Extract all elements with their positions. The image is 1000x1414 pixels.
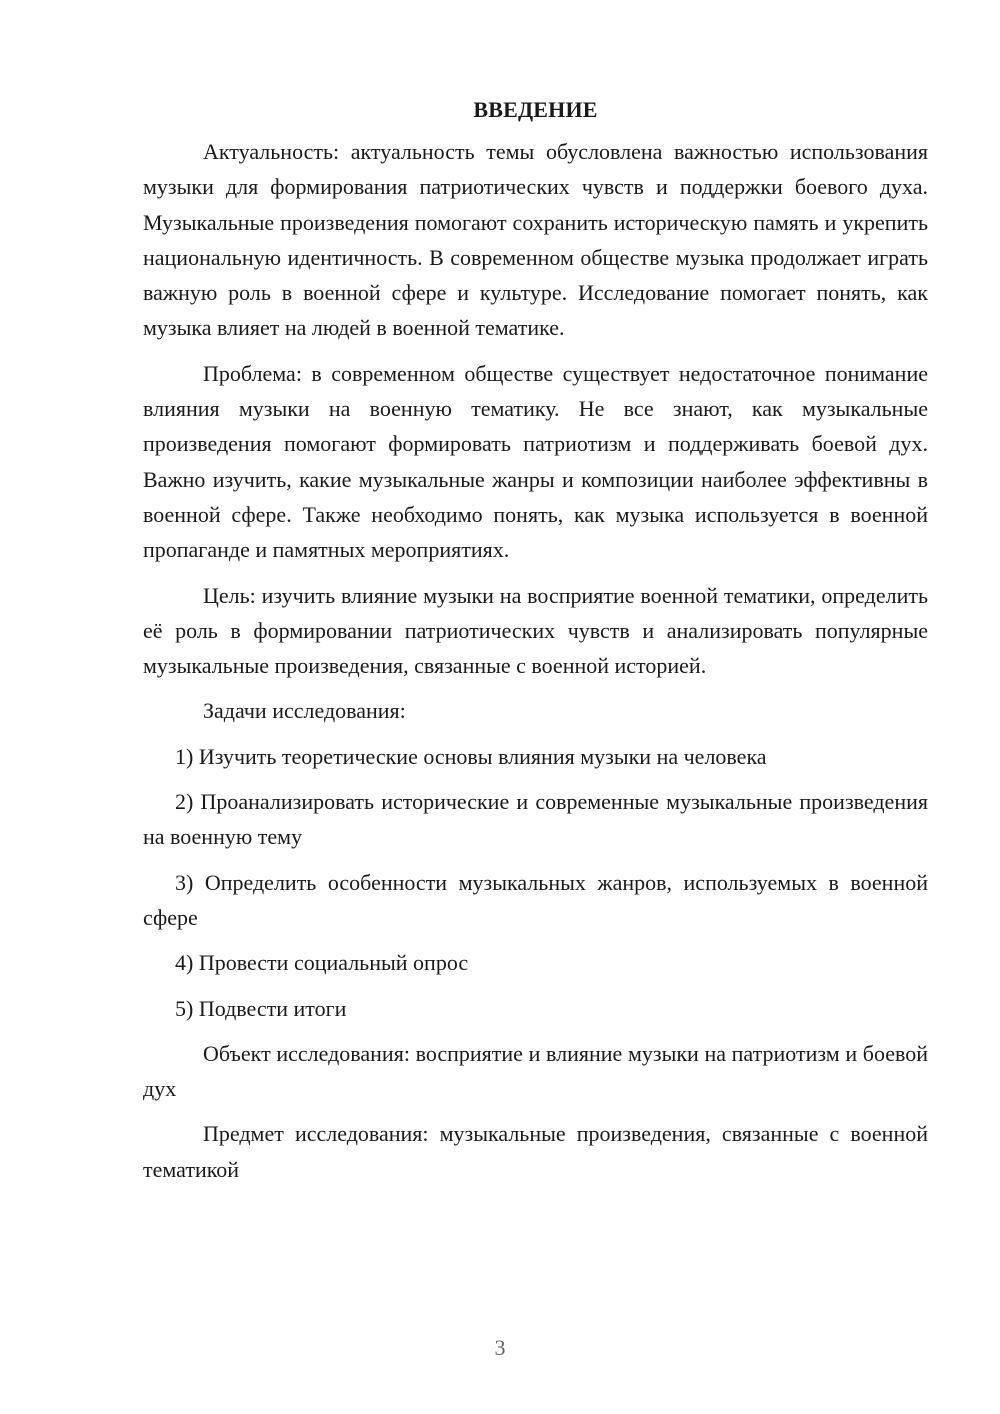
goal-paragraph: Цель: изучить влияние музыки на восприятие военной тематики, определить её роль в формировании патриотических чувств и анализировать популярные музыкальные произведения, связанные с военной историей. xyxy=(143,582,928,679)
section-heading: ВВЕДЕНИЕ xyxy=(473,97,598,122)
subject-paragraph: Предмет исследования: музыкальные произведения, связанные с военной тематикой xyxy=(143,1121,928,1182)
task-item: 2) Проанализировать исторические и современные музыкальные произведения на военную тему xyxy=(143,789,928,850)
object-paragraph: Объект исследования: восприятие и влияние музыки на патриотизм и боевой дух xyxy=(143,1040,928,1102)
task-item: 1) Изучить теоретические основы влияния музыки на человека xyxy=(175,743,767,769)
tasks-heading: Задачи исследования: xyxy=(203,698,406,724)
page-number: 3 xyxy=(494,1335,506,1360)
task-item: 3) Определить особенности музыкальных жанров, используемых в военной сфере xyxy=(143,869,928,930)
problem-paragraph: Проблема: в современном обществе существует недостаточное понимание влияния музыки на военную тематику. Не все знают, как музыкальные произведения помогают формировать патриотизм и поддерживать боевой дух. Важно изучить, какие музыкальные жанры и композиции наиболее эффективны в военной сфере. Также необходимо понять, как музыка используется в военной пропаганде и памятных мероприятиях. xyxy=(143,360,928,563)
task-item: 4) Провести социальный опрос xyxy=(175,950,469,976)
task-item: 5) Подвести итоги xyxy=(175,995,347,1021)
page-content xyxy=(143,92,928,1197)
relevance-paragraph: Актуальность: актуальность темы обусловлена важностью использования музыки для формирования патриотических чувств и поддержки боевого духа. Музыкальные произведения помогают сохранить историческую память и укрепить национальную идентичность. В современном обществе музыка продолжает играть важную роль в военной сфере и культуре. Исследование помогает понять, как музыка влияет на людей в военной тематике. xyxy=(143,139,928,341)
